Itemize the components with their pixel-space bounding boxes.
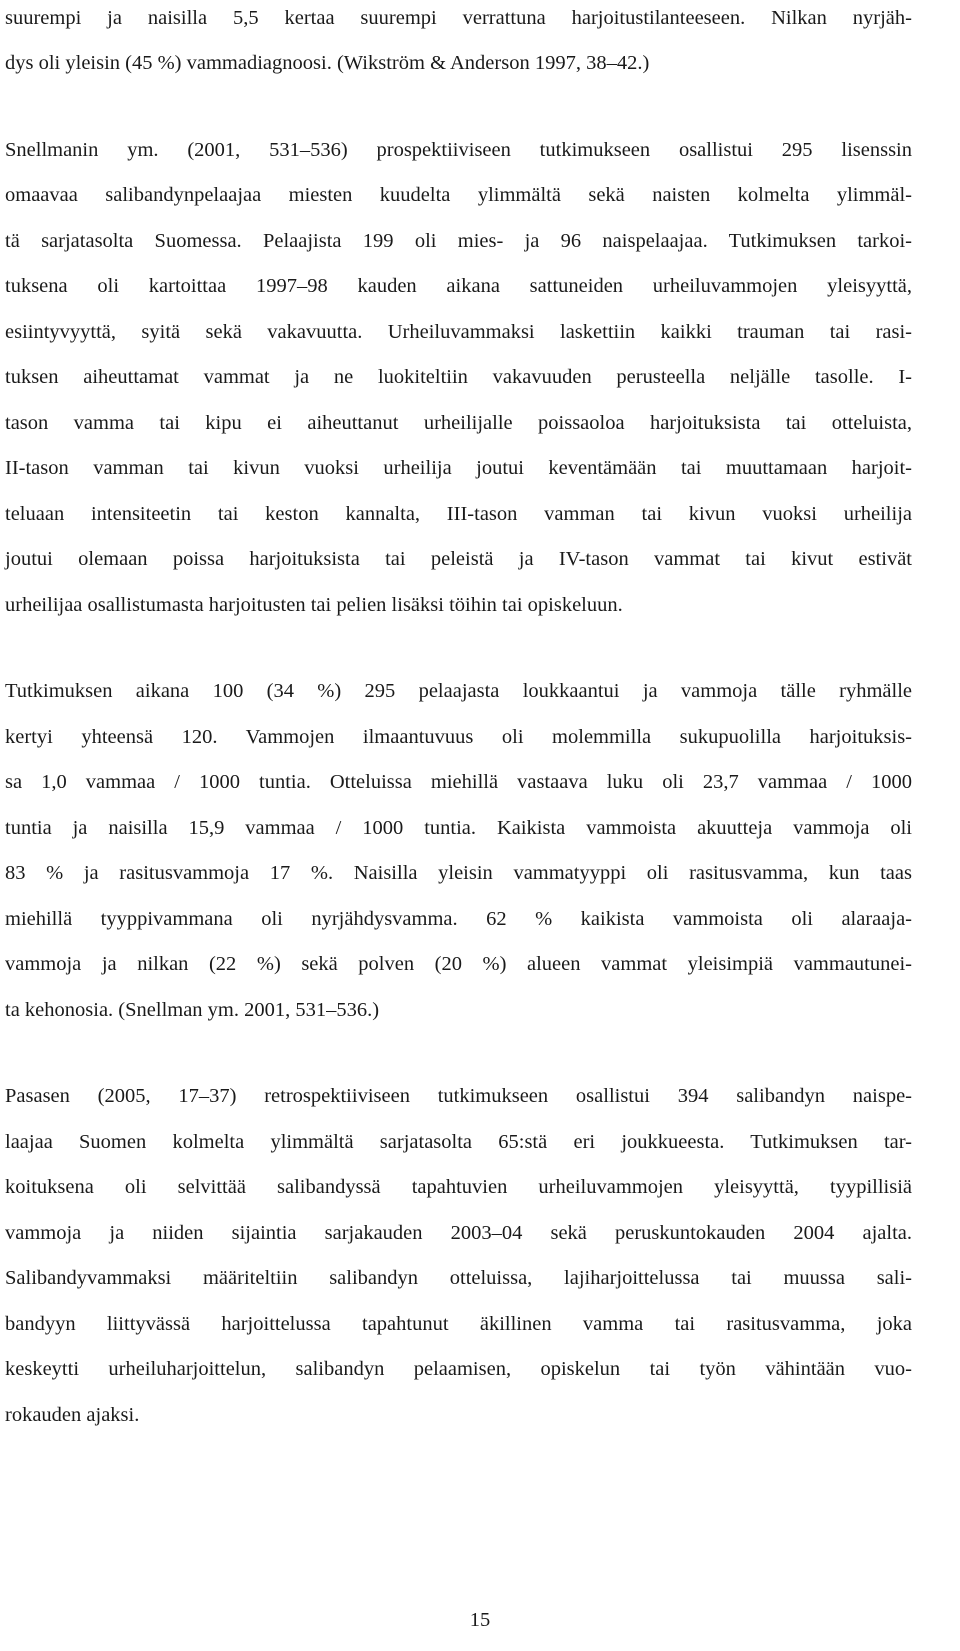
text-line: Pasasen (2005, 17–37) retrospektiiviseen tutkimukseen osallistui 394 salibandyn naispe- xyxy=(5,1085,912,1107)
text-line: vammoja ja niiden sijaintia sarjakauden 2003–04 sekä peruskuntokauden 2004 ajalta. xyxy=(5,1222,912,1244)
text-line: tuntia ja naisilla 15,9 vammaa / 1000 tuntia. Kaikista vammoista akuutteja vammoja oli xyxy=(5,817,912,839)
text-line: bandyyn liittyvässä harjoittelussa tapahtunut äkillinen vamma tai rasitusvamma, joka xyxy=(5,1313,912,1335)
text-line: vammoja ja nilkan (22 %) sekä polven (20 %) alueen vammat yleisimpiä vammautunei- xyxy=(5,953,912,975)
text-line: tuksen aiheuttamat vammat ja ne luokiteltiin vakavuuden perusteella neljälle tasolle. I- xyxy=(5,366,912,388)
text-line: teluaan intensiteetin tai keston kannalta, III-tason vamman tai kivun vuoksi urheilija xyxy=(5,503,912,525)
text-line: koituksena oli selvittää salibandyssä tapahtuvien urheiluvammojen yleisyyttä, tyypillisiä xyxy=(5,1176,912,1198)
text-line: II-tason vamman tai kivun vuoksi urheilija joutui keventämään tai muuttamaan harjoit- xyxy=(5,457,912,479)
text-line: keskeytti urheiluharjoittelun, salibandyn pelaamisen, opiskelun tai työn vähintään vuo- xyxy=(5,1358,912,1380)
text-line: suurempi ja naisilla 5,5 kertaa suurempi verrattuna harjoitustilanteeseen. Nilkan nyrjäh- xyxy=(5,7,912,29)
text-line: kertyi yhteensä 120. Vammojen ilmaantuvuus oli molemmilla sukupuolilla harjoituksis- xyxy=(5,726,912,748)
text-line: joutui olemaan poissa harjoituksista tai peleistä ja IV-tason vammat tai kivut estivät xyxy=(5,548,912,570)
text-line: Snellmanin ym. (2001, 531–536) prospektiiviseen tutkimukseen osallistui 295 lisenssin xyxy=(5,139,912,161)
text-line: urheilijaa osallistumasta harjoitusten tai pelien lisäksi töihin tai opiskeluun. xyxy=(5,594,623,616)
text-line: miehillä tyyppivammana oli nyrjähdysvamma. 62 % kaikista vammoista oli alaraaja- xyxy=(5,908,912,930)
text-line: rokauden ajaksi. xyxy=(5,1404,140,1426)
text-line: sa 1,0 vammaa / 1000 tuntia. Otteluissa miehillä vastaava luku oli 23,7 vammaa / 1000 xyxy=(5,771,912,793)
text-line: tä sarjatasolta Suomessa. Pelaajista 199 oli mies- ja 96 naispelaajaa. Tutkimuksen tarkoi- xyxy=(5,230,912,252)
text-line: esiintyvyyttä, syitä sekä vakavuutta. Urheiluvammaksi laskettiin kaikki trauman tai rasi- xyxy=(5,321,912,343)
text-line: Tutkimuksen aikana 100 (34 %) 295 pelaajasta loukkaantui ja vammoja tälle ryhmälle xyxy=(5,680,912,702)
text-line: tuksena oli kartoittaa 1997–98 kauden aikana sattuneiden urheiluvammojen yleisyyttä, xyxy=(5,275,912,297)
text-line: ta kehonosia. (Snellman ym. 2001, 531–536.) xyxy=(5,999,380,1021)
text-line: omaavaa salibandynpelaajaa miesten kuudelta ylimmältä sekä naisten kolmelta ylimmäl- xyxy=(5,184,912,206)
text-line: dys oli yleisin (45 %) vammadiagnoosi. (Wikström & Anderson 1997, 38–42.) xyxy=(5,52,650,74)
page-number: 15 xyxy=(469,1609,491,1631)
text-line: tason vamma tai kipu ei aiheuttanut urheilijalle poissaoloa harjoituksista tai otteluista, xyxy=(5,412,912,434)
text-line: laajaa Suomen kolmelta ylimmältä sarjatasolta 65:stä eri joukkueesta. Tutkimuksen tar- xyxy=(5,1131,912,1153)
text-line: Salibandyvammaksi määriteltiin salibandyn otteluissa, lajiharjoittelussa tai muussa sali- xyxy=(5,1267,912,1289)
text-line: 83 % ja rasitusvammoja 17 %. Naisilla yleisin vammatyyppi oli rasitusvamma, kun taas xyxy=(5,862,912,884)
